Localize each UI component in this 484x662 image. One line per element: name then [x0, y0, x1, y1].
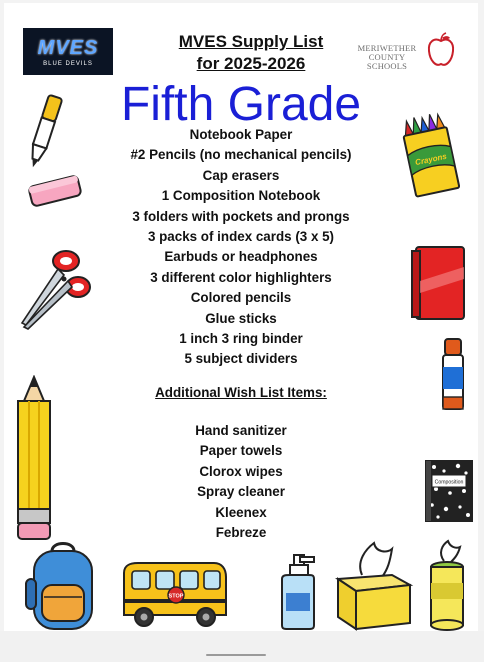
- title-line-1: MVES Supply List: [178, 32, 324, 51]
- tissue-box-icon: [332, 539, 416, 631]
- supply-list: [114, 125, 368, 370]
- wish-list-item: Kleenex: [215, 504, 267, 520]
- supply-item: 3 different color highlighters: [150, 269, 332, 285]
- supply-item: Cap erasers: [202, 167, 280, 183]
- bus-stop-sign: STOP: [168, 593, 184, 600]
- grade-title: Fifth Grade: [120, 78, 362, 131]
- county-name: [348, 44, 426, 71]
- supply-item: 3 folders with pockets and prongs: [132, 208, 350, 224]
- mves-logo: [23, 28, 113, 75]
- hand-sanitizer-icon: [276, 553, 320, 631]
- wish-list-title: Additional Wish List Items:: [155, 385, 327, 400]
- viewer-bottom-bar: [0, 631, 484, 662]
- backpack-icon: [22, 539, 104, 631]
- mves-logo-subtext: BLUE DEVILS: [43, 60, 93, 67]
- supply-item: 5 subject dividers: [184, 351, 298, 367]
- eraser-icon: [26, 171, 84, 211]
- apple-icon: [426, 31, 456, 71]
- supply-list-page: [4, 3, 478, 631]
- supply-item: Earbuds or headphones: [164, 249, 318, 265]
- composition-notebook-icon: [424, 459, 474, 523]
- county-line-1: MERIWETHER: [357, 43, 417, 53]
- crayons-icon: [400, 111, 460, 199]
- mves-logo-text: MVES: [37, 36, 99, 59]
- glue-stick-icon: [438, 337, 468, 413]
- crayons-label: Crayons: [414, 151, 448, 168]
- scissors-icon: [16, 243, 96, 333]
- pencil-icon: [12, 375, 56, 545]
- supply-item: 1 inch 3 ring binder: [179, 331, 303, 347]
- wipes-icon: [422, 539, 472, 631]
- title-line-2: for 2025-2026: [196, 54, 306, 73]
- supply-item: 3 packs of index cards (3 x 5): [147, 229, 335, 245]
- wish-list-item: Hand sanitizer: [195, 423, 287, 438]
- page-title: [154, 31, 348, 75]
- wish-list-item: Spray cleaner: [197, 484, 285, 500]
- county-schools-logo: [348, 31, 458, 71]
- wish-list-item: Clorox wipes: [199, 463, 283, 479]
- supply-item: Notebook Paper: [189, 127, 293, 142]
- supply-item: 1 Composition Notebook: [161, 188, 321, 204]
- wish-list: [114, 421, 368, 543]
- wish-list-item: Febreze: [215, 525, 267, 541]
- supply-item: Colored pencils: [190, 290, 292, 306]
- supply-item: Glue sticks: [205, 310, 277, 326]
- school-bus-icon: [116, 559, 232, 631]
- county-line-2: COUNTY SCHOOLS: [366, 52, 408, 71]
- notebook-label: Composition: [434, 479, 464, 486]
- marker-icon: [20, 93, 68, 173]
- wish-list-item: Paper towels: [199, 443, 283, 459]
- folder-icon: [408, 241, 470, 323]
- scroll-handle[interactable]: [206, 654, 266, 656]
- supply-item: #2 Pencils (no mechanical pencils): [130, 147, 352, 163]
